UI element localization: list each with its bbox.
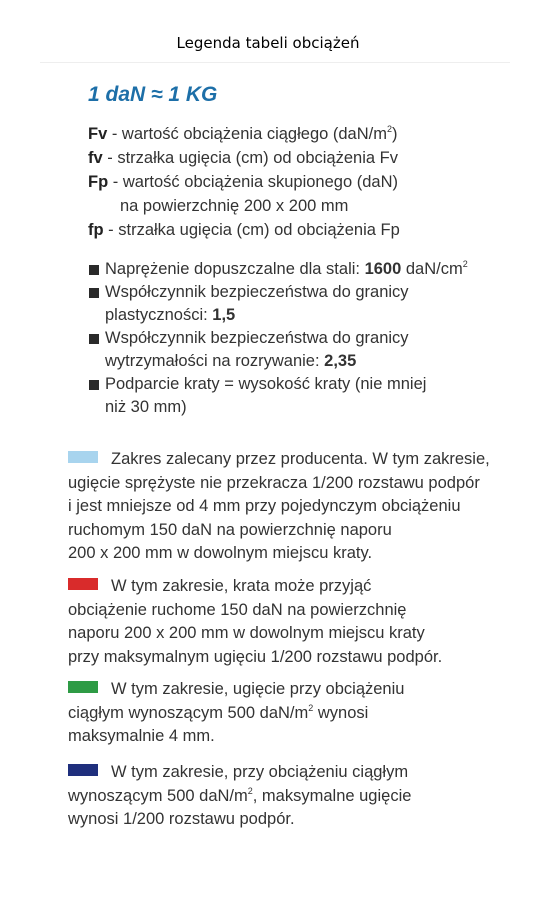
definition-text: - strzałka ugięcia (cm) od obciążenia Fv: [102, 149, 398, 167]
legend-text: przy maksymalnym ugięciu 1/200 rozstawu podpór.: [68, 647, 443, 666]
legend-line: [68, 702, 404, 726]
bullet-value: 1,5: [212, 306, 236, 324]
bullet-safety-plasticity: [89, 281, 468, 327]
legend-light-blue: [68, 448, 490, 566]
legend-line: [68, 448, 490, 472]
symbol: fv: [88, 149, 103, 167]
legend-line: [68, 785, 411, 809]
legend-text: wynosi 1/200 rozstawu podpór.: [68, 810, 295, 828]
bullet-text: Współczynnik bezpieczeństwa do granicy: [105, 329, 409, 347]
light-blue-swatch: [68, 451, 98, 463]
definition-text: - wartość obciążenia skupionego (daN): [108, 173, 398, 191]
definition-fp-upper: [88, 170, 400, 194]
legend-text: W tym zakresie, ugięcie przy obciążeniu: [111, 680, 405, 698]
superscript: 2: [308, 702, 314, 713]
legend-green: [68, 678, 404, 749]
bullet-value: 1600: [364, 260, 402, 278]
superscript: 2: [247, 785, 253, 796]
bullet-support: [89, 373, 468, 419]
definition-fp-lower: [88, 218, 400, 242]
definition-fv-lower: [88, 146, 400, 170]
legend-text: ciągłym wynoszącym 500 daN/m: [68, 703, 309, 722]
symbol: Fv: [88, 125, 108, 143]
square-bullet-icon: [89, 288, 99, 298]
legend-text: W tym zakresie, przy obciążeniu ciągłym: [111, 763, 409, 781]
bullet-text: Współczynnik bezpieczeństwa do granicy: [105, 283, 409, 301]
legend-line: [68, 678, 404, 702]
legend-red: [68, 575, 442, 669]
square-bullet-icon: [89, 334, 99, 344]
definition-fv-upper: [88, 122, 400, 146]
bullet-text: Naprężenie dopuszczalne dla stali:: [105, 260, 365, 278]
definition-text: ): [392, 125, 398, 143]
page-title: Legenda tabeli obciążeń: [176, 34, 360, 52]
bullet-text: niż 30 mm): [105, 398, 187, 416]
legend-text: maksymalnie 4 mm.: [68, 727, 215, 745]
legend-text: wynoszącym 500 daN/m: [68, 786, 248, 805]
symbol: Fp: [88, 173, 109, 191]
legend-text: 200 x 200 mm w dowolnym miejscu kraty.: [68, 544, 373, 562]
legend-text: obciążenie ruchome 150 daN na powierzchnię: [68, 600, 407, 619]
definition-text: - strzałka ugięcia (cm) od obciążenia Fp: [103, 221, 400, 239]
legend-text: naporu 200 x 200 mm w dowolnym miejscu kraty: [68, 624, 425, 642]
legend-text: ruchomym 150 daN na powierzchnię naporu: [68, 520, 392, 539]
red-swatch: [68, 578, 98, 590]
legend-text: , maksymalne ugięcie: [252, 786, 412, 805]
legend-text: wynosi: [313, 703, 369, 722]
definition-continuation: na powierzchnię 200 x 200 mm: [120, 197, 349, 215]
bullet-text: daN/cm: [401, 260, 463, 278]
legend-text: W tym zakresie, krata może przyjąć: [111, 577, 372, 595]
divider: [40, 62, 510, 63]
bullet-text: Podparcie kraty = wysokość kraty (nie mniej: [105, 375, 427, 393]
symbol-definitions: [88, 122, 400, 242]
legend-line: [68, 761, 411, 785]
bullet-list: [89, 258, 468, 419]
legend-text: Zakres zalecany przez producenta. W tym zakresie,: [111, 450, 490, 468]
bullet-text: wytrzymałości na rozrywanie:: [105, 352, 325, 370]
square-bullet-icon: [89, 265, 99, 275]
square-bullet-icon: [89, 380, 99, 390]
symbol: fp: [88, 221, 104, 239]
bullet-safety-tensile: [89, 327, 468, 373]
bullet-text: plastyczności:: [105, 306, 213, 324]
legend-navy: [68, 761, 411, 832]
superscript: 2: [462, 259, 468, 269]
legend-text: i jest mniejsze od 4 mm przy pojedynczym obciążeniu: [68, 497, 461, 515]
legend-text: ugięcie sprężyste nie przekracza 1/200 rozstawu podpór: [68, 473, 480, 492]
bullet-text-line2: [105, 350, 468, 373]
unit-heading: 1 daN ≈ 1 KG: [88, 83, 218, 106]
legend-line: [68, 575, 442, 599]
bullet-text-line2: [105, 304, 468, 327]
navy-swatch: [68, 764, 98, 776]
green-swatch: [68, 681, 98, 693]
definition-text: - wartość obciążenia ciągłego (daN/m: [107, 125, 387, 143]
bullet-allowable-stress: [89, 258, 468, 281]
bullet-value: 2,35: [324, 352, 357, 370]
superscript: 2: [386, 124, 392, 134]
